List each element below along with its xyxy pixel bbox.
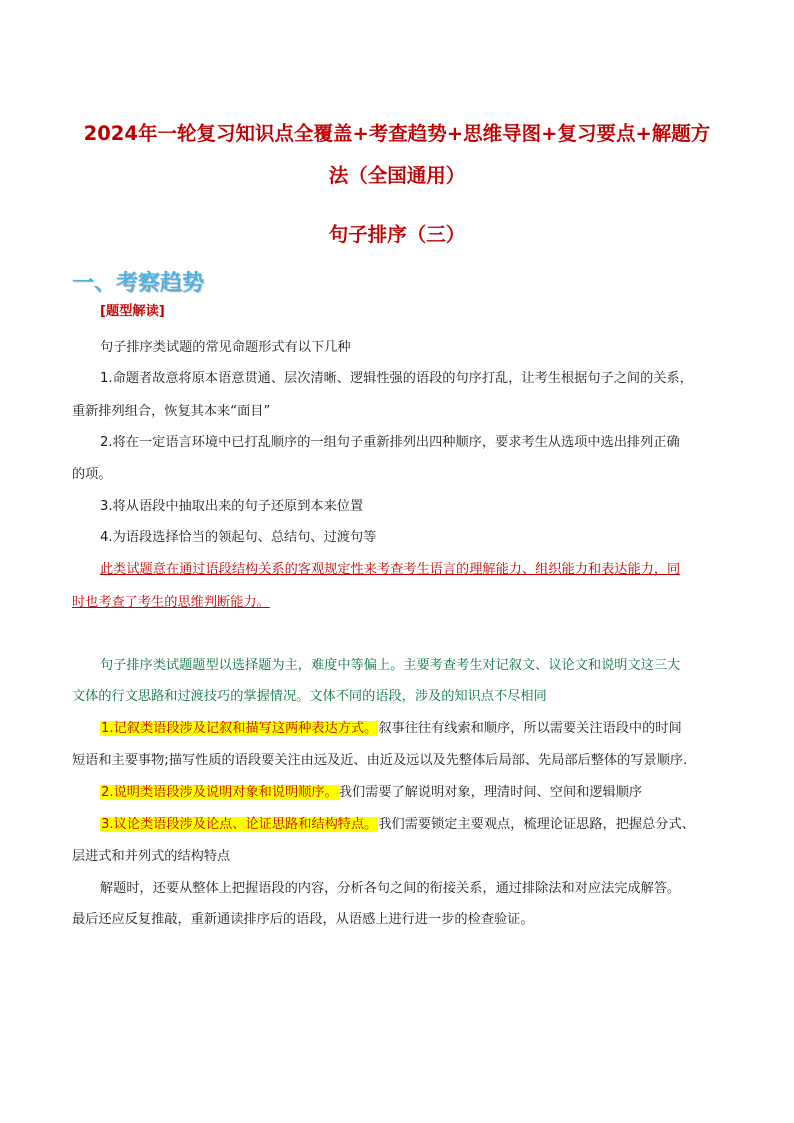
type-1-highlight: 1.记叙类语段涉及记叙和描写这两种表达方式。 bbox=[101, 721, 378, 736]
intro-text: 句子排序类试题的常见命题形式有以下几种 bbox=[100, 340, 351, 355]
item-2-line-2: 的项。 bbox=[72, 467, 112, 482]
type-3-highlight: 3.议论类语段涉及论点、论证思路和结构特点。 bbox=[101, 817, 378, 832]
item-2-line-1: 2.将在一定语言环境中已打乱顺序的一组句子重新排列出四种顺序，要求考生从选项中选出排列正确 bbox=[100, 435, 680, 450]
closing-line-1: 解题时，还要从整体上把握语段的内容，分析各句之间的衔接关系，通过排除法和对应法完成解答。 bbox=[100, 881, 681, 896]
item-1-line-2: 重新排列组合，恢复其本来“面目” bbox=[72, 404, 271, 419]
type-3-line-2: 层进式和并列式的结构特点 bbox=[72, 849, 231, 864]
type-3-line-1 bbox=[100, 818, 695, 831]
item-1-line-1: 1.命题者故意将原本语意贯通、层次清晰、逻辑性强的语段的句序打乱，让考生根据句子之间的关系， bbox=[100, 371, 693, 386]
doc-title-line-2: 法（全国通用） bbox=[328, 164, 466, 187]
type-2-line bbox=[100, 786, 642, 799]
closing-line-2: 最后还应反复推敲，重新通读排序后的语段，从语感上进行进一步的检查验证。 bbox=[72, 912, 534, 927]
question-type-tag: [题型解读] bbox=[100, 304, 165, 319]
emphasis-line-2: 时也考查了考生的思维判断能力。 bbox=[72, 595, 270, 610]
item-3: 3.将从语段中抽取出来的句子还原到本来位置 bbox=[100, 499, 364, 514]
type-2-highlight: 2.说明类语段涉及说明对象和说明顺序。 bbox=[101, 785, 338, 800]
type-2-text: 我们需要了解说明对象，理清时间、空间和逻辑顺序 bbox=[338, 785, 643, 800]
overview-line-1: 句子排序类试题题型以选择题为主，难度中等偏上。主要考查考生对记叙文、议论文和说明文这三大 bbox=[100, 658, 681, 673]
item-4: 4.为语段选择恰当的领起句、总结句、过渡句等 bbox=[100, 530, 377, 545]
section-heading: 一、考察趋势 bbox=[72, 271, 205, 296]
doc-subtitle: 句子排序（三） bbox=[328, 223, 466, 246]
emphasis-line-1: 此类试题意在通过语段结构关系的客观规定性来考查考生语言的理解能力、组织能力和表达能力，同 bbox=[100, 562, 681, 577]
overview-line-2: 文体的行文思路和过渡技巧的掌握情况。文体不同的语段，涉及的知识点不尽相同 bbox=[72, 689, 547, 704]
type-1-line-1 bbox=[100, 722, 682, 735]
type-1-text: 叙事往往有线索和顺序，所以需要关注语段中的时间 bbox=[378, 721, 682, 736]
type-1-line-2: 短语和主要事物;描写性质的语段要关注由远及近、由近及远以及先整体后局部、先局部后整体的写景顺序. bbox=[72, 753, 688, 768]
doc-title-line-1: 2024年一轮复习知识点全覆盖+考查趋势+思维导图+复习要点+解题方 bbox=[83, 122, 711, 145]
type-3-text: 我们需要锁定主要观点，梳理论证思路，把握总分式、 bbox=[378, 817, 695, 832]
